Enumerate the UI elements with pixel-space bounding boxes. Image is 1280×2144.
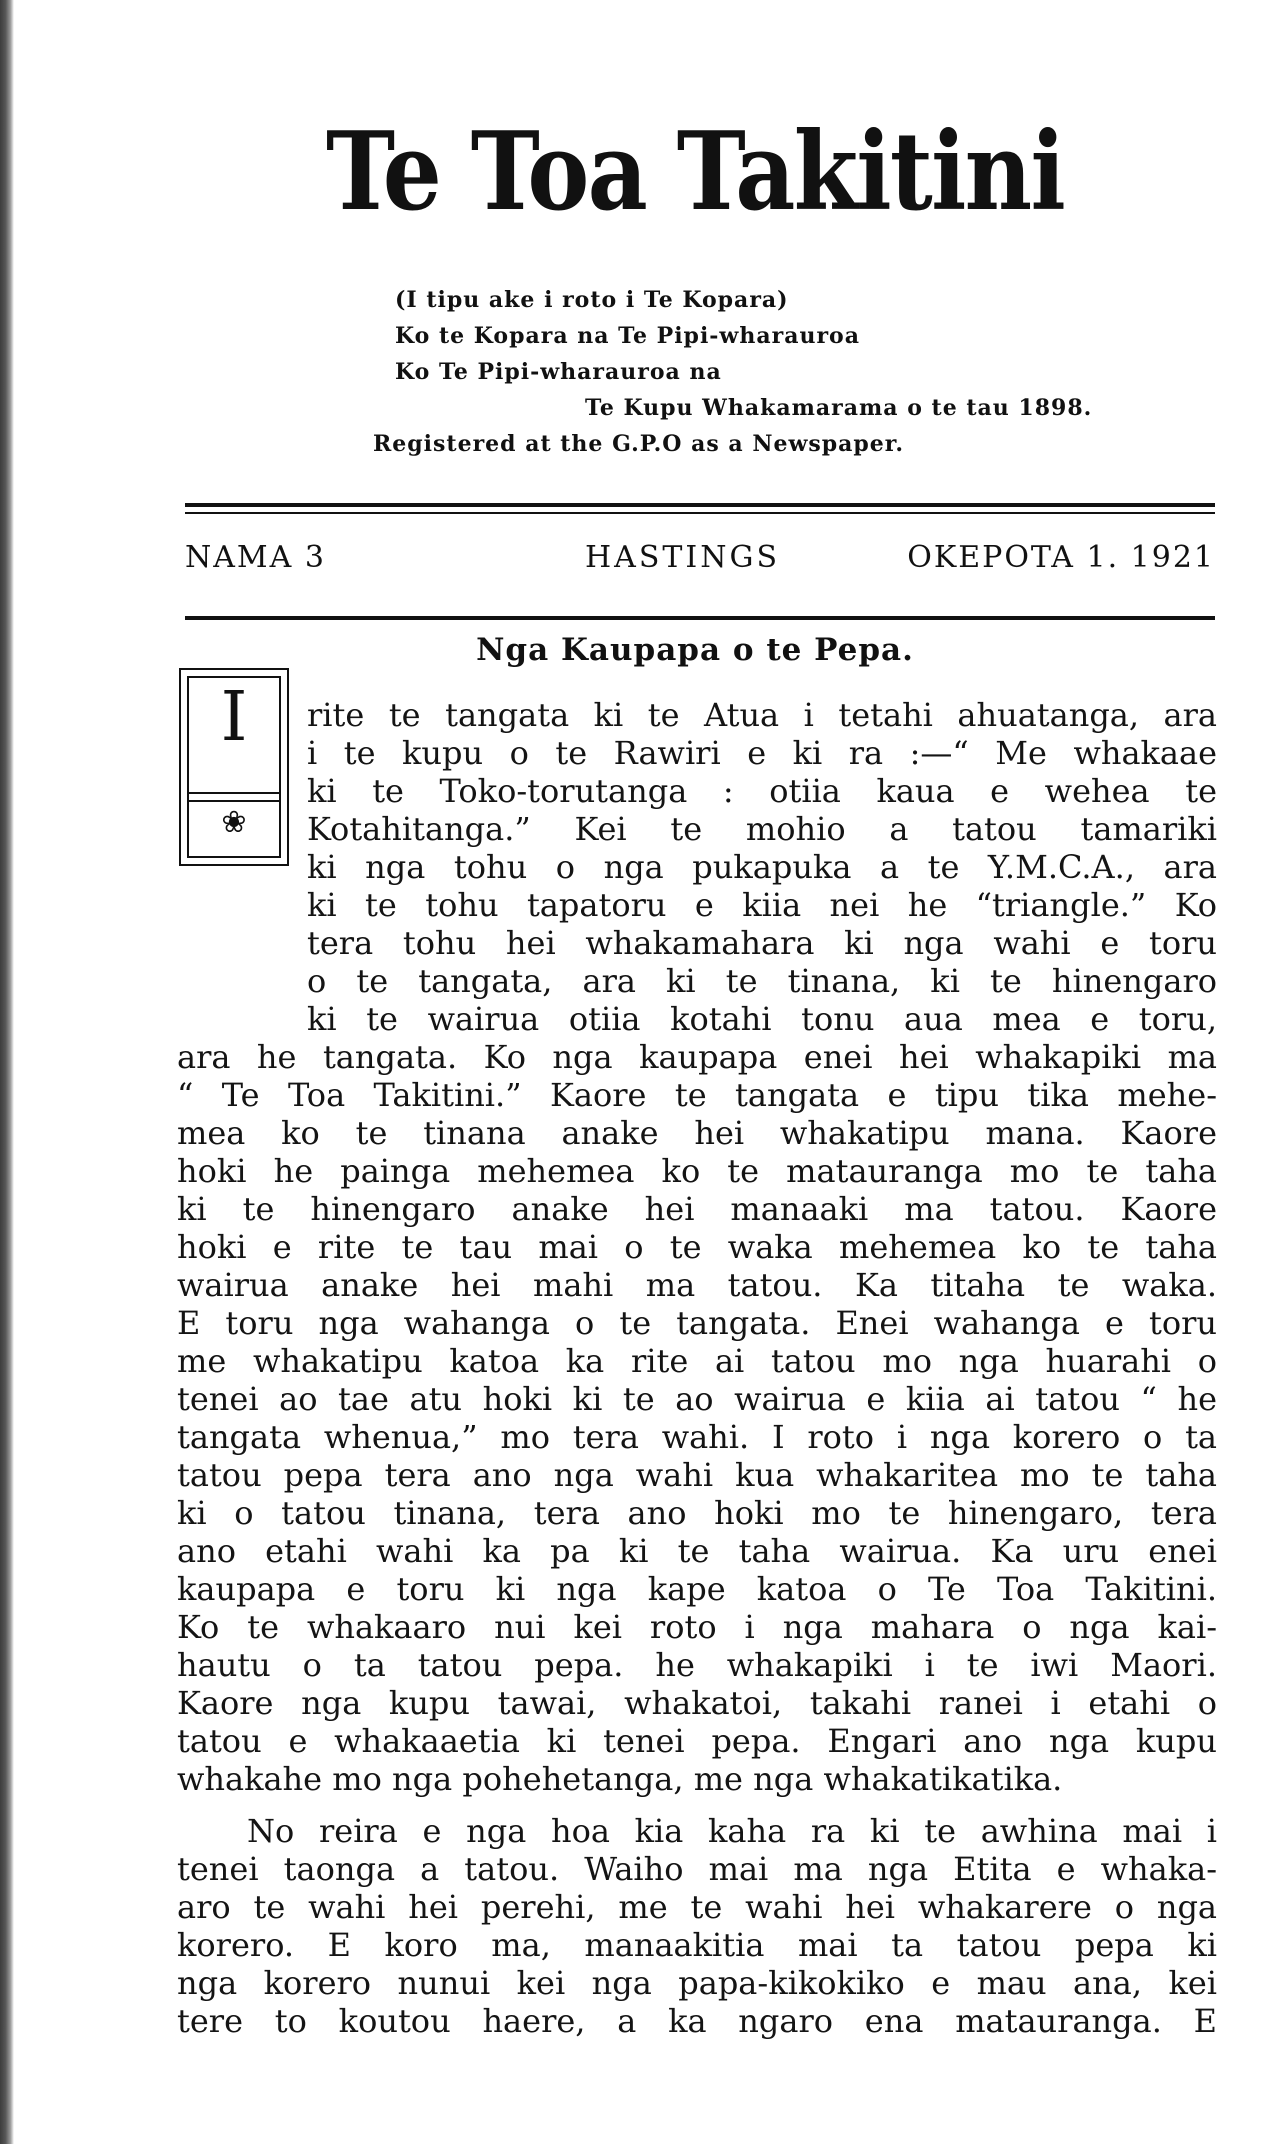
scan-edge xyxy=(0,0,14,2144)
body-line: aro te wahi hei perehi, me te wahi hei whakarere o nga xyxy=(177,1888,1217,1926)
dateline-rule xyxy=(185,616,1215,620)
body-line: ki nga tohu o nga pukapuka a te Y.M.C.A., ara xyxy=(307,848,1217,886)
body-line: me whakatipu katoa ka rite ai tatou mo nga huarahi o xyxy=(177,1342,1217,1380)
body-line: tatou e whakaaetia ki tenei pepa. Engari ano nga kupu xyxy=(177,1722,1217,1760)
body-line: tera tohu hei whakamahara ki nga wahi e toru xyxy=(307,924,1217,962)
body-line: ki te hinengaro anake hei manaaki ma tatou. Kaore xyxy=(177,1190,1217,1228)
body-line: Ko te whakaaro nui kei roto i nga mahara o nga kai- xyxy=(177,1608,1217,1646)
subtitle-line-3: Ko Te Pipi-wharauroa na xyxy=(395,359,722,385)
body-line: korero. E koro ma, manaakitia mai ta tatou pepa ki xyxy=(177,1926,1217,1964)
body-line: tenei taonga a tatou. Waiho mai ma nga Etita e whaka- xyxy=(177,1850,1217,1888)
body-line: tatou pepa tera ano nga wahi kua whakaritea mo te taha xyxy=(177,1456,1217,1494)
issue-number: NAMA 3 xyxy=(185,540,326,575)
body-line: wairua anake hei mahi ma tatou. Ka titaha te waka. xyxy=(177,1266,1217,1304)
article-body xyxy=(177,696,1217,2040)
top-rule-thick xyxy=(185,503,1215,507)
body-line: nga korero nunui kei nga papa-kikokiko e mau ana, kei xyxy=(177,1964,1217,2002)
publication-place: HASTINGS xyxy=(585,540,781,575)
subtitle-line-5: Registered at the G.P.O as a Newspaper. xyxy=(373,431,905,457)
body-line: ki te wairua otiia kotahi tonu aua mea e toru, xyxy=(307,1000,1217,1038)
body-line: “ Te Toa Takitini.” Kaore te tangata e tipu tika mehe- xyxy=(177,1076,1217,1114)
subtitle-line-2: Ko te Kopara na Te Pipi-wharauroa xyxy=(395,323,860,349)
body-line: tenei ao tae atu hoki ki te ao wairua e kiia ai tatou “ he xyxy=(177,1380,1217,1418)
body-line: i te kupu o te Rawiri e ki ra :—“ Me whakaae xyxy=(307,734,1217,772)
body-line: Kaore nga kupu tawai, whakatoi, takahi ranei i etahi o xyxy=(177,1684,1217,1722)
body-line: o te tangata, ara ki te tinana, ki te hinengaro xyxy=(307,962,1217,1000)
publication-date: OKEPOTA 1. 1921 xyxy=(907,540,1215,575)
body-line: ano etahi wahi ka pa ki te taha wairua. Ka uru enei xyxy=(177,1532,1217,1570)
body-line: tere to koutou haere, a ka ngaro ena matauranga. E xyxy=(177,2002,1217,2040)
body-line: kaupapa e toru ki nga kape katoa o Te Toa Takitini. xyxy=(177,1570,1217,1608)
body-line: ki te tohu tapatoru e kiia nei he “triangle.” Ko xyxy=(307,886,1217,924)
body-line: No reira e nga hoa kia kaha ra ki te awhina mai i xyxy=(247,1812,1217,1850)
body-line: mea ko te tinana anake hei whakatipu mana. Kaore xyxy=(177,1114,1217,1152)
flower-ornament-icon: ❀ xyxy=(221,805,247,840)
body-line: hoki he painga mehemea ko te matauranga mo te taha xyxy=(177,1152,1217,1190)
body-line: hautu o ta tatou pepa. he whakapiki i te iwi Maori. xyxy=(177,1646,1217,1684)
body-line: rite te tangata ki te Atua i tetahi ahuatanga, ara xyxy=(307,696,1217,734)
body-line: hoki e rite te tau mai o te waka mehemea ko te taha xyxy=(177,1228,1217,1266)
masthead-subtitle xyxy=(373,282,1093,462)
body-line: whakahe mo nga pohehetanga, me nga whakatikatika. xyxy=(177,1760,1063,1798)
body-line: E toru nga wahanga o te tangata. Enei wahanga e toru xyxy=(177,1304,1217,1342)
subtitle-line-1: (I tipu ake i roto i Te Kopara) xyxy=(395,287,789,313)
body-line: tangata whenua,” mo tera wahi. I roto i nga korero o ta xyxy=(177,1418,1217,1456)
body-line: ki te Toko-torutanga : otiia kaua e wehea te xyxy=(307,772,1217,810)
subtitle-line-4: Te Kupu Whakamarama o te tau 1898. xyxy=(585,395,1093,421)
body-line: ara he tangata. Ko nga kaupapa enei hei whakapiki ma xyxy=(177,1038,1217,1076)
newspaper-page xyxy=(175,0,1215,2144)
masthead-title: Te Toa Takitini xyxy=(325,109,1065,235)
article-headline: Nga Kaupapa o te Pepa. xyxy=(476,632,914,668)
top-rule-thin xyxy=(185,512,1215,514)
body-line: ki o tatou tinana, tera ano hoki mo te hinengaro, tera xyxy=(177,1494,1217,1532)
body-line: Kotahitanga.” Kei te mohio a tatou tamariki xyxy=(307,810,1217,848)
drop-cap-letter: I xyxy=(220,678,248,757)
